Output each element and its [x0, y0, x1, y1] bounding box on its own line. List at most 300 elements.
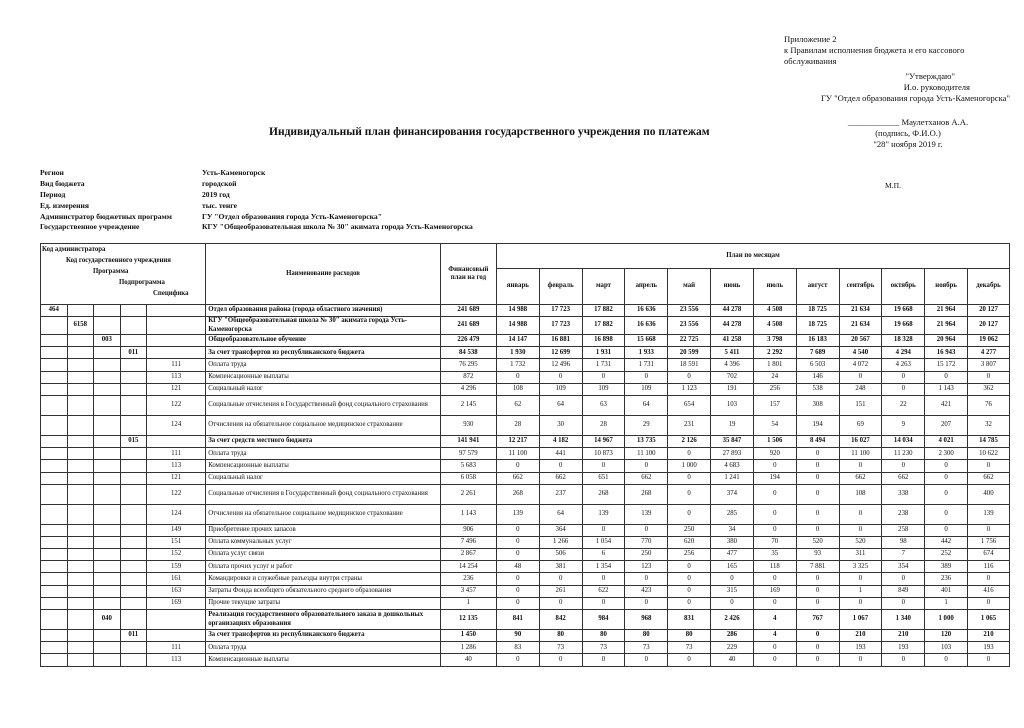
month-value-cell: 139 [625, 504, 668, 524]
month-value-cell: 20 964 [925, 335, 968, 347]
annual-total-cell: 2 867 [440, 549, 496, 561]
month-value-cell: 207 [925, 415, 968, 435]
code-cell [67, 448, 94, 460]
month-value-cell: 103 [925, 642, 968, 654]
code-cell [94, 642, 121, 654]
month-value-cell: 0 [582, 597, 625, 609]
month-value-cell: 0 [968, 573, 1010, 585]
expense-name-cell: Общеобразовательное обучение [206, 335, 441, 347]
code-cell: 111 [147, 359, 206, 371]
meta-block [40, 168, 622, 233]
month-value-cell: 93 [796, 549, 839, 561]
code-cell [94, 395, 121, 415]
table-row [41, 549, 1010, 561]
month-value-cell: 157 [753, 395, 796, 415]
month-value-cell: 34 [711, 524, 754, 536]
table-row [41, 371, 1010, 383]
month-value-cell: 1 266 [539, 536, 582, 548]
code-cell [120, 573, 147, 585]
code-cell [67, 504, 94, 524]
meta-value: КГУ "Общеобразовательная школа № 30" акимата города Усть-Каменогорска [202, 222, 473, 232]
month-value-cell: 7 881 [796, 561, 839, 573]
annual-total-cell: 14 254 [440, 561, 496, 573]
approval-line: ГУ "Отдел образования города Усть-Каменогорска" [820, 93, 1010, 103]
code-cell [41, 371, 68, 383]
table-row [41, 359, 1010, 371]
code-cell [120, 335, 147, 347]
month-value-cell: 118 [753, 561, 796, 573]
month-value-cell: 6 [582, 549, 625, 561]
code-cell [41, 359, 68, 371]
code-cell: 124 [147, 415, 206, 435]
month-value-cell: 0 [625, 524, 668, 536]
table-row [41, 630, 1010, 642]
month-value-cell: 17 882 [582, 305, 625, 317]
month-value-cell: 16 881 [539, 335, 582, 347]
code-cell [67, 460, 94, 472]
document-title: Индивидуальный план финансирования государственного учреждения по платежам [269, 126, 710, 138]
month-value-cell: 0 [882, 460, 925, 472]
month-header: июль [753, 269, 796, 305]
code-cell: 122 [147, 395, 206, 415]
header-monthly-plan: План по месяцам [496, 244, 1009, 269]
month-header: апрель [625, 269, 668, 305]
expense-name-cell: Затраты Фонда всеобщего обязательного среднего образования [206, 585, 441, 597]
month-value-cell: 17 882 [582, 317, 625, 335]
month-value-cell: 63 [582, 395, 625, 415]
month-value-cell: 90 [496, 630, 539, 642]
meta-value: Усть-Каменогорск [202, 168, 266, 177]
month-value-cell: 16 027 [839, 435, 882, 447]
month-value-cell: 0 [496, 654, 539, 666]
code-cell [120, 395, 147, 415]
table-row [41, 597, 1010, 609]
month-value-cell: 0 [582, 524, 625, 536]
month-value-cell: 123 [625, 561, 668, 573]
month-value-cell: 22 [882, 395, 925, 415]
month-value-cell: 13 735 [625, 435, 668, 447]
annual-total-cell: 2 145 [440, 395, 496, 415]
code-cell [41, 504, 68, 524]
code-cell [67, 642, 94, 654]
table-row [41, 317, 1010, 335]
expense-name-cell: За счет трансфертов из республиканского бюджета [206, 347, 441, 359]
month-value-cell: 0 [882, 654, 925, 666]
month-header: декабрь [968, 269, 1010, 305]
month-value-cell: 14 988 [496, 305, 539, 317]
code-cell [67, 347, 94, 359]
month-value-cell: 18 328 [882, 335, 925, 347]
signature-date: "28" ноября 2019 г. [873, 139, 943, 149]
code-cell [67, 415, 94, 435]
month-value-cell: 622 [582, 585, 625, 597]
month-value-cell: 18 725 [796, 305, 839, 317]
annual-total-cell: 12 135 [440, 610, 496, 630]
header-annual-plan: Финансовый план на год [440, 244, 496, 305]
code-cell [67, 561, 94, 573]
table-row [41, 536, 1010, 548]
meta-row [40, 190, 622, 201]
annual-total-cell: 5 683 [440, 460, 496, 472]
month-value-cell: 1 931 [582, 347, 625, 359]
month-value-cell: 70 [753, 536, 796, 548]
month-value-cell: 19 668 [882, 317, 925, 335]
annual-total-cell: 906 [440, 524, 496, 536]
month-value-cell: 1 123 [668, 383, 711, 395]
code-cell [120, 549, 147, 561]
code-cell [41, 549, 68, 561]
month-value-cell: 29 [625, 415, 668, 435]
month-value-cell: 0 [496, 536, 539, 548]
code-cell [41, 415, 68, 435]
month-header: июнь [711, 269, 754, 305]
month-value-cell: 48 [496, 561, 539, 573]
month-value-cell: 19 668 [882, 305, 925, 317]
month-value-cell: 238 [882, 504, 925, 524]
month-value-cell: 0 [839, 597, 882, 609]
code-cell [41, 395, 68, 415]
month-value-cell: 237 [539, 484, 582, 504]
code-cell [120, 585, 147, 597]
month-value-cell: 0 [796, 630, 839, 642]
annual-total-cell: 76 295 [440, 359, 496, 371]
month-value-cell: 674 [968, 549, 1010, 561]
month-value-cell: 1 732 [496, 359, 539, 371]
month-value-cell: 15 172 [925, 359, 968, 371]
month-value-cell: 0 [711, 597, 754, 609]
code-cell [67, 573, 94, 585]
month-value-cell: 139 [582, 504, 625, 524]
month-value-cell: 0 [796, 448, 839, 460]
month-value-cell: 231 [668, 415, 711, 435]
month-value-cell: 984 [582, 610, 625, 630]
month-value-cell: 19 [711, 415, 754, 435]
month-value-cell: 0 [968, 371, 1010, 383]
month-value-cell: 0 [496, 524, 539, 536]
code-cell [94, 524, 121, 536]
month-value-cell: 194 [796, 415, 839, 435]
month-value-cell: 80 [582, 630, 625, 642]
month-value-cell: 109 [539, 383, 582, 395]
month-value-cell: 21 634 [839, 305, 882, 317]
month-value-cell: 4 277 [968, 347, 1010, 359]
month-value-cell: 258 [882, 524, 925, 536]
month-value-cell: 20 567 [839, 335, 882, 347]
month-value-cell: 248 [839, 383, 882, 395]
code-cell [41, 573, 68, 585]
expense-name-cell: Оплата труда [206, 359, 441, 371]
month-value-cell: 0 [968, 524, 1010, 536]
month-value-cell: 662 [968, 472, 1010, 484]
meta-value: ГУ "Отдел образования города Усть-Каменогорска" [202, 211, 382, 221]
month-value-cell: 3 807 [968, 359, 1010, 371]
code-cell [67, 435, 94, 447]
month-value-cell: 103 [711, 395, 754, 415]
code-cell: 161 [147, 573, 206, 585]
month-value-cell: 520 [839, 536, 882, 548]
expense-name-cell: За счет трансфертов из республиканского бюджета [206, 630, 441, 642]
month-value-cell: 210 [968, 630, 1010, 642]
month-value-cell: 0 [753, 597, 796, 609]
code-cell [147, 630, 206, 642]
month-value-cell: 0 [539, 371, 582, 383]
month-value-cell: 4 683 [711, 460, 754, 472]
code-cell: 122 [147, 484, 206, 504]
month-value-cell: 261 [539, 585, 582, 597]
code-cell: 124 [147, 504, 206, 524]
meta-row [40, 179, 622, 190]
code-cell: 113 [147, 460, 206, 472]
code-cell [94, 472, 121, 484]
code-cell [41, 448, 68, 460]
expense-name-cell: Социальный налог [206, 472, 441, 484]
expense-name-cell: Оплата прочих услуг и работ [206, 561, 441, 573]
code-cell [67, 597, 94, 609]
annual-total-cell: 2 261 [440, 484, 496, 504]
month-value-cell: 0 [796, 597, 839, 609]
expense-name-cell: Компенсационные выплаты [206, 371, 441, 383]
meta-key: Администратор бюджетных программ [40, 211, 172, 221]
month-value-cell: 2 426 [711, 610, 754, 630]
code-cell [67, 536, 94, 548]
month-value-cell: 0 [968, 654, 1010, 666]
month-value-cell: 17 723 [539, 317, 582, 335]
expense-name-cell: Компенсационные выплаты [206, 654, 441, 666]
code-cell: 159 [147, 561, 206, 573]
expense-name-cell: Командировки и служебные разъезды внутри страны [206, 573, 441, 585]
month-value-cell: 1 354 [582, 561, 625, 573]
meta-key: Государственное учреждение [40, 222, 140, 232]
month-value-cell: 165 [711, 561, 754, 573]
month-value-cell: 770 [625, 536, 668, 548]
code-cell [41, 484, 68, 504]
code-cell [120, 317, 147, 335]
month-value-cell: 4 508 [753, 305, 796, 317]
code-cell [94, 448, 121, 460]
code-cell [41, 460, 68, 472]
table-row [41, 610, 1010, 630]
month-value-cell: 3 798 [753, 335, 796, 347]
table-row [41, 395, 1010, 415]
month-value-cell: 0 [668, 561, 711, 573]
header-program: Программа [93, 268, 129, 275]
expense-name-cell: Отдел образования района (города областного значения) [206, 305, 441, 317]
month-value-cell: 0 [796, 524, 839, 536]
month-value-cell: 76 [968, 395, 1010, 415]
code-cell [94, 371, 121, 383]
meta-value: тыс. тенге [202, 200, 238, 210]
month-value-cell: 0 [668, 504, 711, 524]
table-row [41, 642, 1010, 654]
month-value-cell: 27 893 [711, 448, 754, 460]
code-cell: 121 [147, 383, 206, 395]
meta-value: 2019 год [202, 189, 230, 199]
month-value-cell: 109 [625, 383, 668, 395]
month-value-cell: 40 [711, 654, 754, 666]
month-header: январь [496, 269, 539, 305]
month-value-cell: 2 292 [753, 347, 796, 359]
month-value-cell: 1 731 [582, 359, 625, 371]
month-value-cell: 1 000 [668, 460, 711, 472]
code-cell: 163 [147, 585, 206, 597]
month-value-cell: 210 [839, 630, 882, 642]
meta-row [40, 168, 622, 179]
month-value-cell: 11 100 [839, 448, 882, 460]
month-value-cell: 80 [668, 630, 711, 642]
annual-total-cell: 236 [440, 573, 496, 585]
month-value-cell: 0 [625, 654, 668, 666]
code-cell [94, 359, 121, 371]
month-value-cell: 7 [882, 549, 925, 561]
code-cell: 040 [94, 610, 121, 630]
month-value-cell: 116 [968, 561, 1010, 573]
annual-total-cell: 1 143 [440, 504, 496, 524]
month-value-cell: 18 591 [668, 359, 711, 371]
month-value-cell: 191 [711, 383, 754, 395]
month-value-cell: 0 [753, 573, 796, 585]
code-cell: 151 [147, 536, 206, 548]
code-cell [147, 610, 206, 630]
table-row [41, 448, 1010, 460]
month-value-cell: 73 [625, 642, 668, 654]
month-value-cell: 14 034 [882, 435, 925, 447]
month-value-cell: 423 [625, 585, 668, 597]
code-cell [120, 460, 147, 472]
month-value-cell: 4 [753, 630, 796, 642]
month-value-cell: 193 [882, 642, 925, 654]
month-value-cell: 4 072 [839, 359, 882, 371]
month-value-cell: 389 [925, 561, 968, 573]
month-value-cell: 0 [496, 573, 539, 585]
code-cell [147, 435, 206, 447]
code-cell [120, 597, 147, 609]
annual-total-cell: 226 479 [440, 335, 496, 347]
code-cell [94, 347, 121, 359]
month-value-cell: 0 [668, 573, 711, 585]
month-value-cell: 5 411 [711, 347, 754, 359]
month-value-cell: 108 [839, 484, 882, 504]
month-value-cell: 54 [753, 415, 796, 435]
expense-name-cell: Отчисления на обязательное социальное медицинское страхование [206, 415, 441, 435]
month-value-cell: 23 556 [668, 317, 711, 335]
code-cell: 113 [147, 654, 206, 666]
code-cell [41, 610, 68, 630]
month-value-cell: 0 [668, 484, 711, 504]
month-value-cell: 4 508 [753, 317, 796, 335]
code-cell [41, 642, 68, 654]
code-cell [41, 630, 68, 642]
code-cell [67, 395, 94, 415]
table-body [41, 305, 1010, 667]
code-cell [147, 335, 206, 347]
meta-row [40, 212, 622, 223]
annual-total-cell: 4 296 [440, 383, 496, 395]
annual-total-cell: 97 579 [440, 448, 496, 460]
month-value-cell: 41 258 [711, 335, 754, 347]
month-value-cell: 193 [839, 642, 882, 654]
month-value-cell: 4 396 [711, 359, 754, 371]
month-value-cell: 28 [582, 415, 625, 435]
month-value-cell: 0 [582, 371, 625, 383]
month-value-cell: 0 [839, 524, 882, 536]
month-value-cell: 0 [796, 654, 839, 666]
code-cell [94, 597, 121, 609]
code-cell [94, 573, 121, 585]
month-value-cell: 4 540 [839, 347, 882, 359]
month-value-cell: 0 [925, 460, 968, 472]
month-value-cell: 441 [539, 448, 582, 460]
code-cell [94, 435, 121, 447]
month-value-cell: 210 [882, 630, 925, 642]
month-value-cell: 286 [711, 630, 754, 642]
month-value-cell: 73 [539, 642, 582, 654]
month-value-cell: 0 [925, 371, 968, 383]
month-value-cell: 2 300 [925, 448, 968, 460]
month-value-cell: 0 [882, 371, 925, 383]
month-value-cell: 311 [839, 549, 882, 561]
code-cell: 003 [94, 335, 121, 347]
month-value-cell: 20 127 [968, 305, 1010, 317]
code-cell [67, 610, 94, 630]
meta-row [40, 201, 622, 212]
table-row [41, 435, 1010, 447]
expense-name-cell: Приобретение прочих запасов [206, 524, 441, 536]
month-value-cell: 1 756 [968, 536, 1010, 548]
month-value-cell: 80 [539, 630, 582, 642]
month-value-cell: 380 [711, 536, 754, 548]
code-cell [67, 630, 94, 642]
annual-total-cell: 141 941 [440, 435, 496, 447]
month-header: май [668, 269, 711, 305]
month-value-cell: 362 [968, 383, 1010, 395]
code-cell: 152 [147, 549, 206, 561]
code-cell [41, 435, 68, 447]
code-cell: 111 [147, 642, 206, 654]
month-value-cell: 400 [968, 484, 1010, 504]
month-value-cell: 0 [625, 597, 668, 609]
code-cell [94, 549, 121, 561]
expense-name-cell: Прочие текущие затраты [206, 597, 441, 609]
month-value-cell: 15 668 [625, 335, 668, 347]
month-value-cell: 0 [539, 460, 582, 472]
meta-key: Ед. измерения [40, 200, 90, 210]
month-value-cell: 662 [625, 472, 668, 484]
month-value-cell: 0 [925, 524, 968, 536]
month-value-cell: 20 599 [668, 347, 711, 359]
month-value-cell: 4 182 [539, 435, 582, 447]
month-value-cell: 308 [796, 395, 839, 415]
month-value-cell: 401 [925, 585, 968, 597]
code-cell [94, 536, 121, 548]
month-value-cell: 98 [882, 536, 925, 548]
month-value-cell: 0 [625, 460, 668, 472]
month-header: август [796, 269, 839, 305]
month-value-cell: 10 622 [968, 448, 1010, 460]
month-value-cell: 1 067 [839, 610, 882, 630]
code-cell [67, 549, 94, 561]
code-cell [120, 359, 147, 371]
annual-total-cell: 3 457 [440, 585, 496, 597]
month-value-cell: 0 [668, 472, 711, 484]
code-cell [120, 371, 147, 383]
expense-name-cell: КГУ "Общеобразовательная школа № 30" акимата города Усть-Каменогорска [206, 317, 441, 335]
expense-name-cell: Социальный налог [206, 383, 441, 395]
month-value-cell: 0 [753, 484, 796, 504]
month-value-cell: 11 100 [625, 448, 668, 460]
annual-total-cell: 930 [440, 415, 496, 435]
header-specifics: Специфика [153, 290, 189, 297]
code-cell: 113 [147, 371, 206, 383]
